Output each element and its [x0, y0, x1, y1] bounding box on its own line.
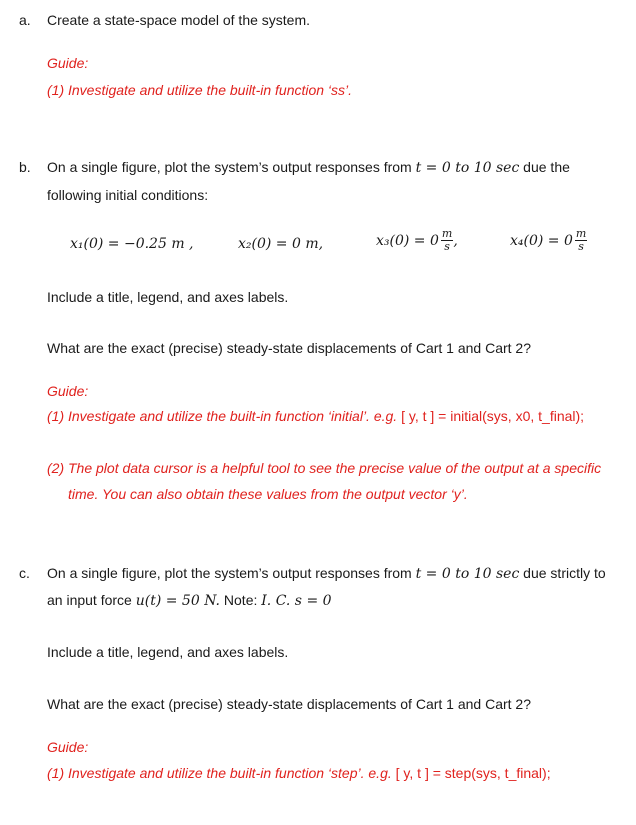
section-b-time-range: t = 0 to 10 sec	[415, 160, 520, 176]
section-c-question: What are the exact (precise) steady-state displacements of Cart 1 and Cart 2?	[47, 696, 532, 712]
section-c-line1-post: due strictly to	[519, 565, 606, 581]
section-c-guide-1	[47, 765, 551, 781]
section-c-input-force: u(t) = 50 N.	[135, 593, 221, 609]
ic-x4-den: s	[578, 240, 584, 253]
section-c-ic-note: I. C. s = 0	[261, 593, 332, 609]
ic-x3-fraction	[441, 228, 453, 253]
ic-x3	[376, 228, 458, 253]
section-c-line2-pre: an input force	[47, 592, 136, 608]
section-b-question: What are the exact (precise) steady-state displacements of Cart 1 and Cart 2?	[47, 340, 532, 356]
section-c-guide-1-italic: (1) Investigate and utilize the built-in function ‘step’. e.g.	[47, 765, 392, 781]
section-b-line1-post: due the	[519, 159, 570, 175]
section-c-include: Include a title, legend, and axes labels.	[47, 644, 289, 660]
section-c-guide-1-code: [ y, t ] = step(sys, t_final);	[391, 765, 551, 781]
ic-x3-tail: ,	[453, 232, 458, 249]
section-b-line1	[47, 159, 570, 176]
ic-x4	[510, 228, 587, 253]
section-b-guide-label: Guide:	[47, 383, 89, 399]
section-b-guide-2-line1: (2) The plot data cursor is a helpful tool to see the precise value of the output at a specific	[47, 460, 602, 476]
section-b-line1-pre: On a single figure, plot the system’s output responses from	[47, 159, 416, 175]
ic-x3-lhs: x₃(0) = 0	[376, 232, 439, 249]
section-c-line2	[47, 592, 332, 609]
section-a-text: Create a state-space model of the system.	[47, 12, 311, 28]
ic-x3-num: m	[441, 227, 453, 240]
section-b-include: Include a title, legend, and axes labels.	[47, 289, 289, 305]
section-c-time-range: t = 0 to 10 sec	[415, 566, 520, 582]
section-c-line2-mid: Note:	[220, 592, 262, 608]
ic-x4-fraction	[575, 228, 587, 253]
section-b-guide-1	[47, 408, 584, 424]
section-b-line2: following initial conditions:	[47, 187, 209, 203]
section-c-guide-label: Guide:	[47, 739, 89, 755]
section-c-line1	[47, 565, 606, 582]
section-b-guide-1-italic: (1) Investigate and utilize the built-in function ‘initial’. e.g.	[47, 408, 398, 424]
ic-x3-den: s	[444, 240, 450, 253]
section-b-marker: b.	[19, 159, 31, 175]
section-a-marker: a.	[19, 12, 31, 28]
ic-x4-lhs: x₄(0) = 0	[510, 232, 573, 249]
section-c-marker: c.	[19, 565, 30, 581]
section-c-line1-pre: On a single figure, plot the system’s output responses from	[47, 565, 416, 581]
ic-x1: x₁(0) = −0.25 m ,	[70, 236, 194, 252]
section-b-guide-2-line2: time. You can also obtain these values from the output vector ‘y’.	[68, 486, 468, 502]
section-a-guide-1: (1) Investigate and utilize the built-in function ‘ss’.	[47, 82, 353, 98]
ic-x2: x₂(0) = 0 m,	[238, 236, 324, 252]
ic-x4-num: m	[575, 227, 587, 240]
section-b-guide-1-code: [ y, t ] = initial(sys, x0, t_final);	[397, 408, 585, 424]
section-a-guide-label: Guide:	[47, 55, 89, 71]
